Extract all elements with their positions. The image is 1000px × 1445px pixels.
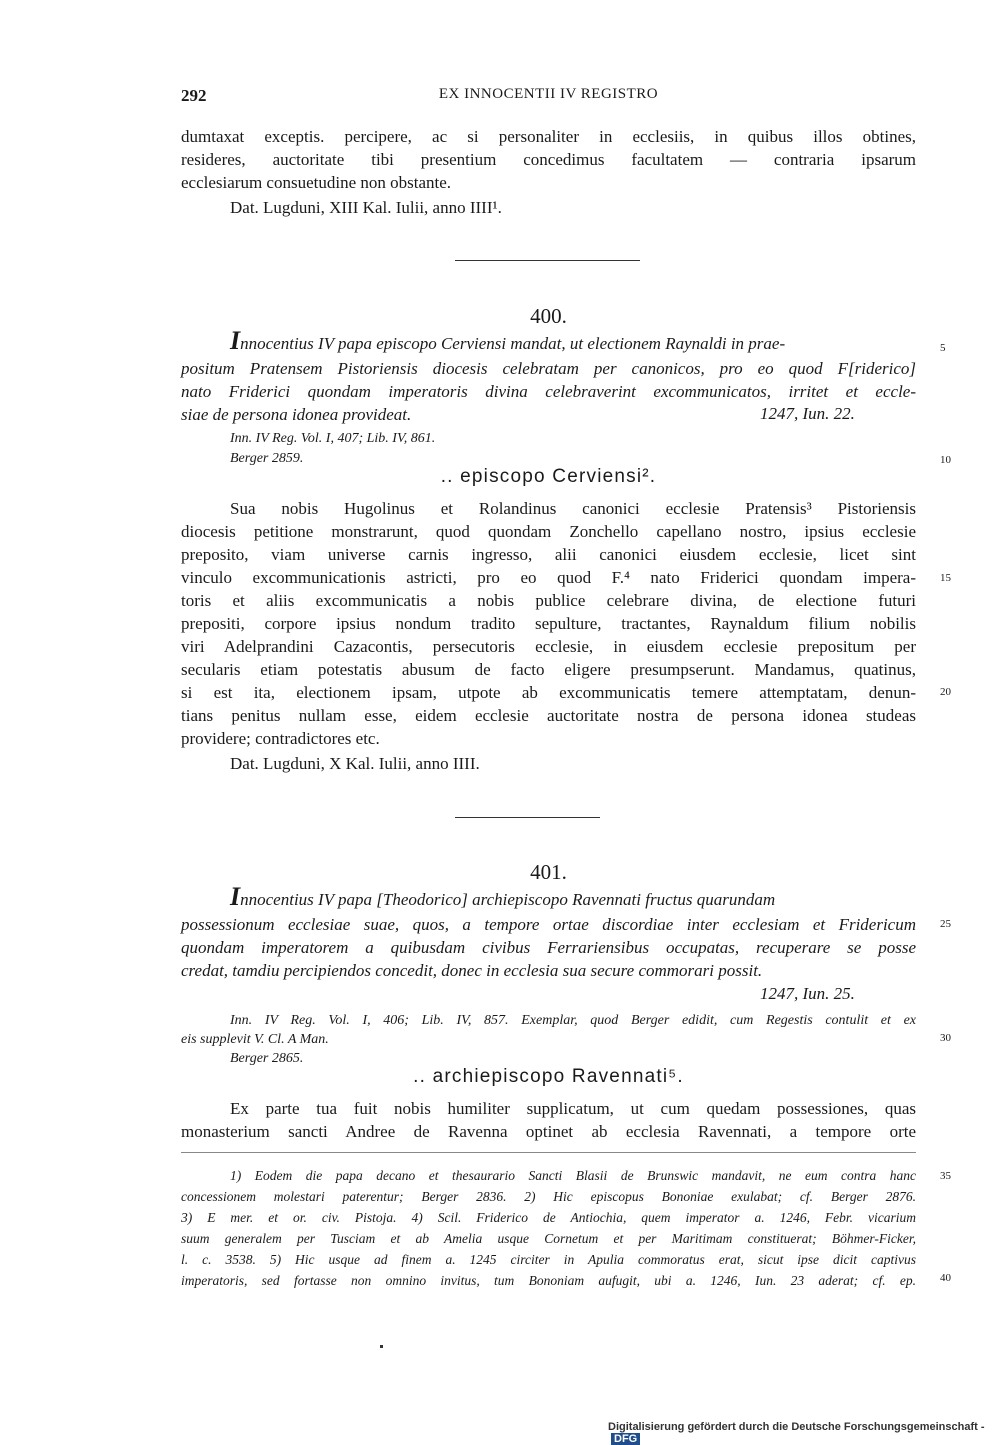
margin-line-number: 35 [940,1170,951,1182]
dfg-logo: DFG [611,1433,640,1445]
regest-summary-line: nato Friderici quondam imperatoris divina celebraverint excommunicatos, irritet et eccle- [181,382,916,401]
body-line: Sua nobis Hugolinus et Rolandinus canonici ecclesie Pratensis³ Pistoriensis [230,499,916,518]
body-line: viri Adelprandini Cazacontis, persecutoris ecclesie, in eiusdem ecclesie prepositum per [181,637,916,656]
body-line: Ex parte tua fuit nobis humiliter supplicatum, ut cum quedam possessiones, quas [230,1099,916,1118]
regest-summary-line: credat, tamdiu percipiendos concedit, donec in ecclesia sua secure commorari possit. [181,961,763,980]
separator-rule [455,817,600,818]
margin-line-number: 30 [940,1032,951,1044]
regest-summary-line: positum Pratensem Pistoriensis diocesis celebratam per canonicos, pro eo quod F[riderico] [181,359,916,378]
footnote-line: 1) Eodem die papa decano et thesaurario Sancti Blasii de Brunswic mandavit, ne eum contra hanc [230,1168,916,1183]
regest-summary-line: possessionum ecclesiae suae, quos, a tempore ortae discordiae inter ecclesiam et Fridericum [181,915,916,934]
body-line: prepositi, corpore ipsius nondum tradito sepulture, tractantes, Raynaldum filium nobilis [181,614,916,633]
drop-cap: I [230,882,241,911]
document-number: 400. [530,304,567,328]
source-reference: Inn. IV Reg. Vol. I, 407; Lib. IV, 861. [230,431,436,446]
digitization-credit: Digitalisierung gefördert durch die Deutsche Forschungsgemeinschaft - DFG [608,1421,985,1445]
body-line: monasterium sancti Andree de Ravenna optinet ab ecclesia Ravennati, a tempore orte [181,1122,916,1141]
source-reference: Berger 2859. [230,451,304,466]
document-number: 401. [530,860,567,884]
regest-summary-line: quondam imperatorem a quibusdam civibus Ferrariensibus occupatas, recuperare se posse [181,938,916,957]
regest-summary-line: siae de persona idonea provideat. [181,405,412,424]
margin-line-number: 40 [940,1272,951,1284]
page-number: 292 [181,86,207,105]
footnote-rule [181,1152,916,1153]
margin-line-number: 15 [940,572,951,584]
margin-line-number: 20 [940,686,951,698]
source-reference: Berger 2865. [230,1051,304,1066]
running-title: EX INNOCENTII IV REGISTRO [438,86,659,102]
footnote-line: 3) E mer. et or. civ. Pistoja. 4) Scil. Friderico de Antiochia, quem imperator a. 1246, Febr. vicarium [181,1210,916,1225]
top-line: ecclesiarum consuetudine non obstante. [181,173,452,192]
regest-summary: Innocentius IV papa [Theodorico] archiepiscopo Ravennati fructus quarundam [230,882,776,911]
footnote-line: imperatoris, sed fortasse non omnino invitus, tum Bononiam aufugit, ubi a. 1246, Iun. 23 aderat; cf. ep. [181,1273,916,1288]
margin-line-number: 5 [940,342,946,354]
separator-rule [455,260,640,261]
footnote-line: suum generalem per Tusciam et ab Amelia usque Cornetum et per Maritimam constituerat; Böhmer-Ficker, [181,1231,916,1246]
regest-date: 1247, Iun. 25. [760,984,855,1003]
regest-date: 1247, Iun. 22. [760,404,855,423]
footnote-line: l. c. 3538. 5) Hic usque ad finem a. 1245 circiter in Apulia commoratus erat, sicut ipse dicit captivus [181,1252,916,1267]
body-line: preposito, viam universe carnis ingresso, alii canonici eiusdem ecclesie, licet sint [181,545,916,564]
body-line: providere; contradictores etc. [181,729,380,748]
body-line: tians penitus nullam esse, eidem ecclesie auctoritate nostra de persona idonea studeas [181,706,916,725]
source-reference: Inn. IV Reg. Vol. I, 406; Lib. IV, 857. Exemplar, quod Berger edidit, cum Regestis contulit et ex [230,1013,916,1028]
body-line: secularis etiam potestatis abusum de facto eligere presumpserunt. Mandamus, quatinus, [181,660,916,679]
address-line: .. archiepiscopo Ravennati⁵. [413,1066,684,1087]
drop-cap: I [230,326,241,355]
dating-clause: Dat. Lugduni, XIII Kal. Iulii, anno IIII¹. [230,198,502,217]
dating-clause: Dat. Lugduni, X Kal. Iulii, anno IIII. [230,754,480,773]
address-line: .. episcopo Cerviensi². [440,466,657,487]
body-line: diocesis petitione monstrarunt, quod quondam Zonchello capellano nostro, ipsius ecclesie [181,522,916,541]
margin-line-number: 10 [940,454,951,466]
regest-summary: Innocentius IV papa episcopo Cerviensi mandat, ut electionem Raynaldi in prae- [230,326,786,355]
footnote-line: concessionem molestari paterentur; Berger 2836. 2) Hic episcopus Bononiae exulabat; cf. Berger 2876. [181,1189,916,1204]
stray-mark [380,1345,383,1348]
body-line: vinculo excommunicationis astricti, pro eo quod F.⁴ nato Friderici quondam impera- [181,568,916,587]
top-line: dumtaxat exceptis. percipere, ac si personaliter in ecclesiis, in quibus illos obtines, [181,127,916,146]
top-line: resideres, auctoritate tibi presentium concedimus facultatem — contraria ipsarum [181,150,916,169]
margin-line-number: 25 [940,918,951,930]
body-line: toris et aliis excommunicatis a nobis publice celebrare divina, de electione futuri [181,591,916,610]
source-reference: eis supplevit V. Cl. A Man. [181,1032,329,1047]
body-line: si est ita, electionem ipsam, utpote ab excommunicatis temere attemptatam, denun- [181,683,916,702]
